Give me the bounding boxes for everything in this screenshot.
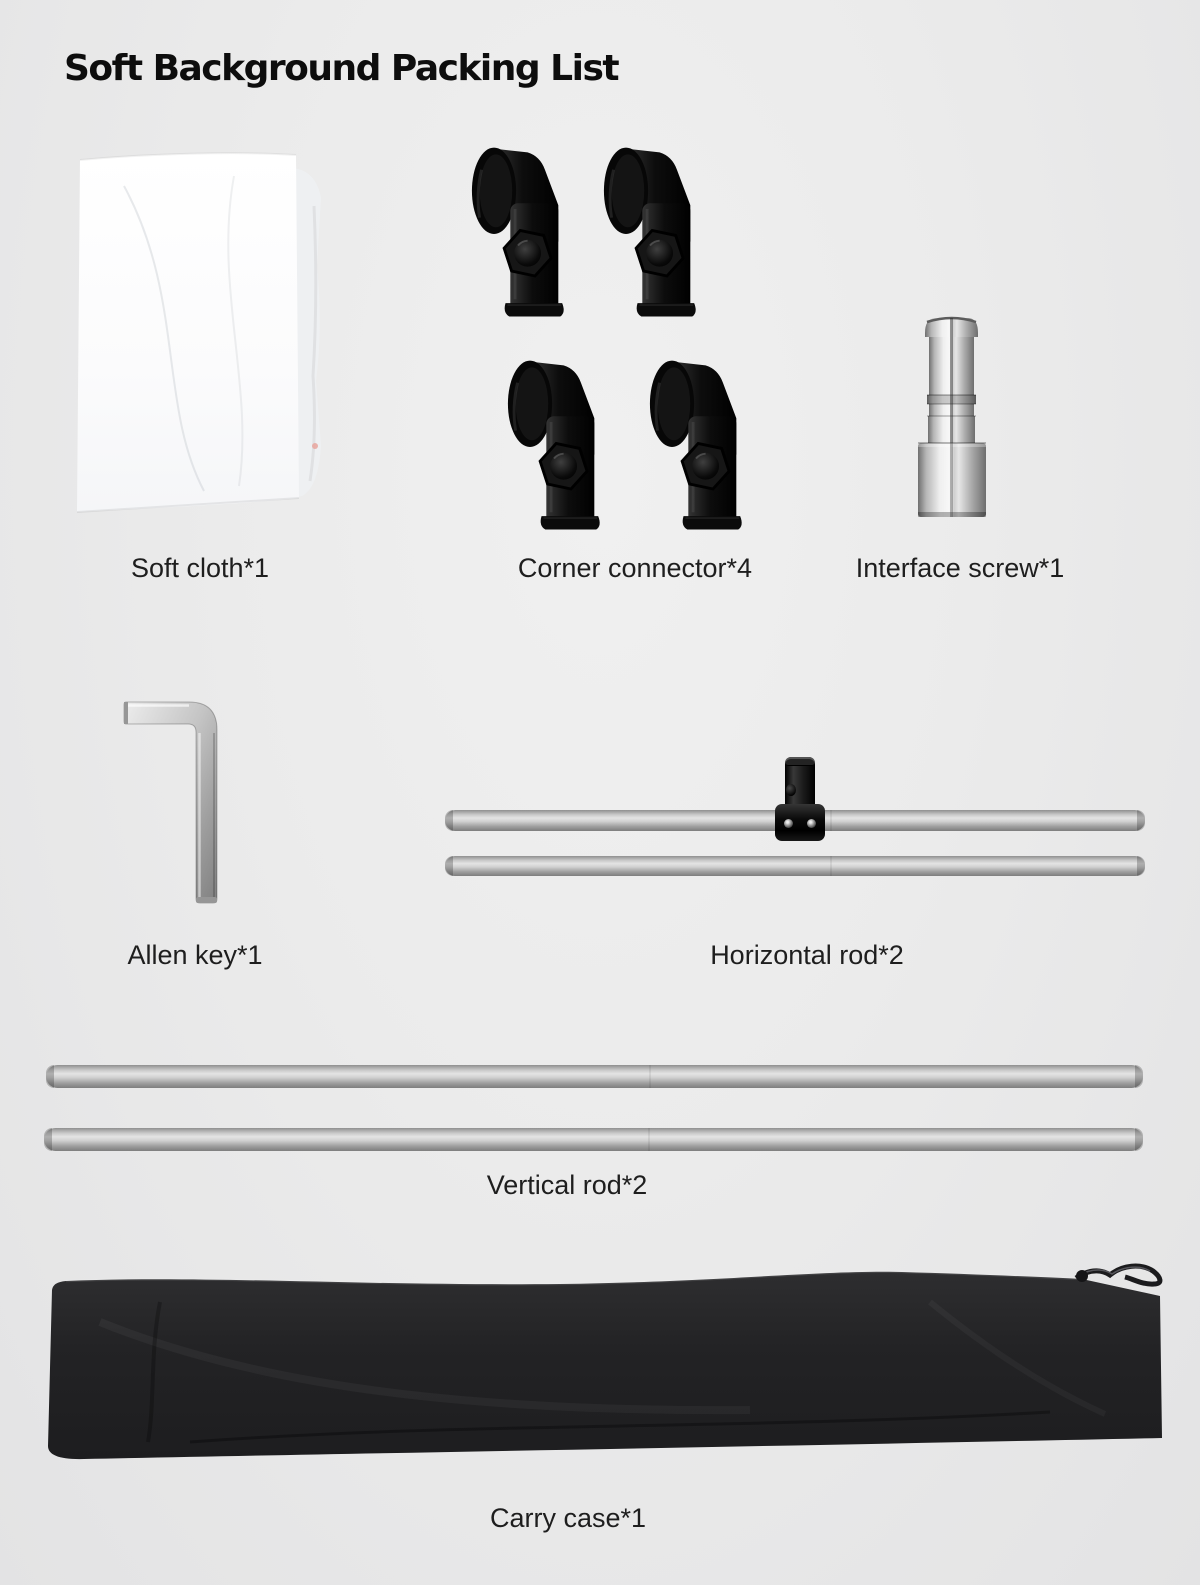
label-interface-screw: Interface screw*1 [855,553,1065,583]
t-connector-clamp [775,804,825,841]
rod-t-connector-image [775,757,825,841]
vertical-rod-image-2 [44,1128,1143,1151]
page-title: Soft Background Packing List [64,48,619,89]
corner-connector-image-1 [470,142,566,326]
corner-connector-image-3 [506,355,602,539]
label-vertical-rod: Vertical rod*2 [486,1170,648,1200]
corner-connector-image-2 [602,142,698,326]
label-carry-case: Carry case*1 [489,1503,647,1533]
t-connector-hole [786,784,796,796]
carry-case-image [40,1262,1165,1467]
t-connector-screw-left [784,819,793,828]
t-connector-screw-right [807,819,816,828]
t-connector-rim [785,757,815,766]
label-horizontal-rod: Horizontal rod*2 [710,940,904,970]
horizontal-rod-image-2 [445,856,1145,876]
label-corner-connector: Corner connector*4 [517,553,753,583]
label-allen-key: Allen key*1 [127,940,263,970]
soft-cloth-image [64,146,330,522]
vertical-rod-image-1 [46,1065,1143,1088]
corner-connector-image-4 [648,355,744,539]
label-soft-cloth: Soft cloth*1 [130,553,270,583]
allen-key-image [121,693,223,909]
interface-screw-image [913,311,991,525]
